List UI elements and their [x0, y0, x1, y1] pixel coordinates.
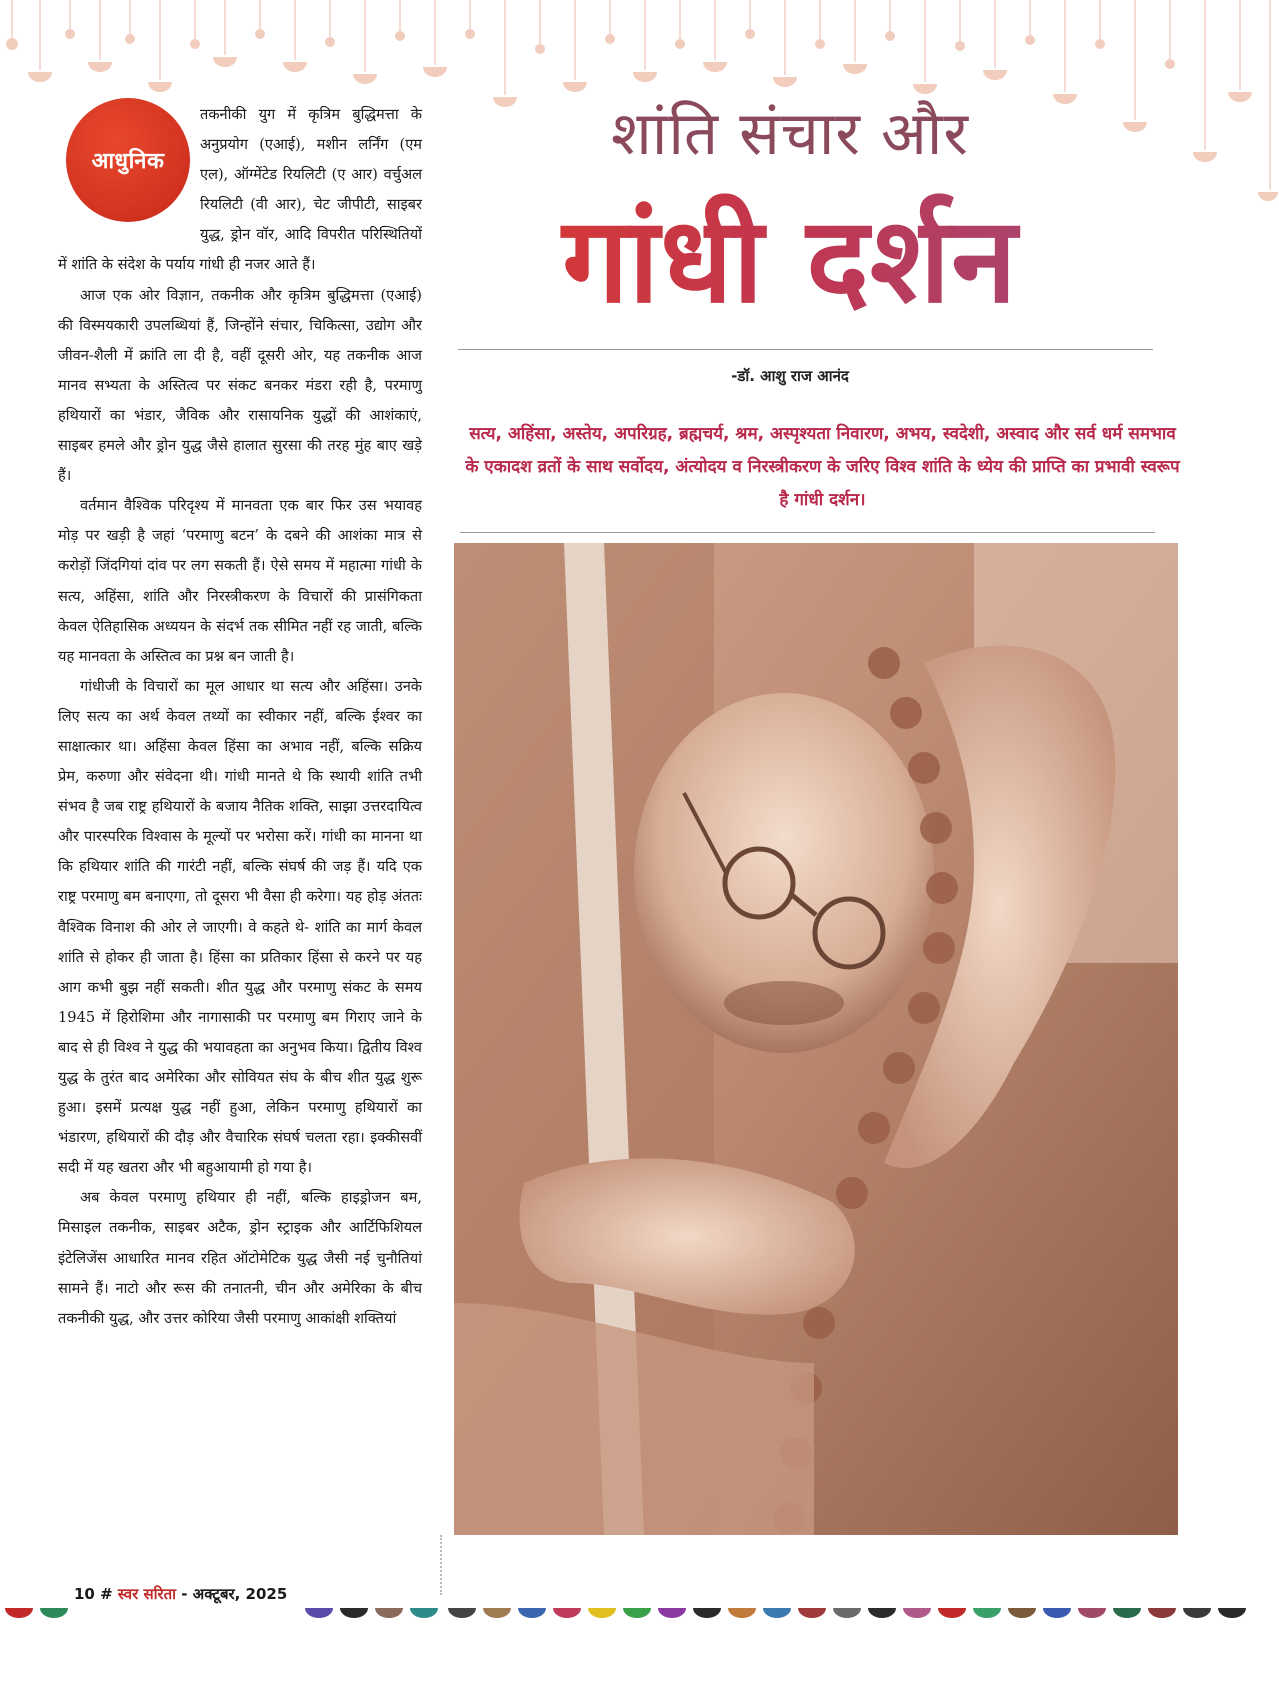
paragraph-1: तकनीकी युग में कृत्रिम बुद्धिमत्ता के अनुप्रयोग (एआई), मशीन लर्निंग (एम एल), ऑग्मेंटेड रियलिटी (ए आर) वर्चुअल रियलिटी (वी आर), चेट जीपीटी, साइबर युद्ध, ड्रोन वॉर, आदि विपरीत परिस्थितियों में शांति के संदेश के पर्याय गांधी ही नजर आते हैं।	[58, 106, 422, 274]
paragraph-3: वर्तमान वैश्विक परिदृश्य में मानवता एक बार फिर उस भयावह मोड़ पर खड़ी है जहां ‘परमाणु बटन’ के दबने की आशंका मात्र से करोड़ों जिंदगियां दांव पर लग सकती हैं। ऐसे समय में महात्मा गांधी के सत्य, अहिंसा, शांति और निरस्त्रीकरण के विचारों की प्रासंगिकता केवल ऐतिहासिक अध्ययन के संदर्भ तक सीमित नहीं रह जाती, बल्कि यह मानवता के अस्तित्व का प्रश्न बन जाती है।	[58, 497, 422, 665]
article-kicker-title: शांति संचार और	[611, 99, 969, 169]
page-number: 10	[74, 1585, 95, 1603]
article-body-left-column	[58, 100, 422, 1334]
portrait-illustration	[454, 543, 1178, 1535]
author-byline: -डॉ. आशु राज आनंद	[731, 367, 849, 385]
section-badge-label: आधुनिक	[91, 149, 165, 174]
magazine-name: स्वर सरिता	[117, 1585, 177, 1603]
summary-divider	[460, 532, 1155, 533]
page-footer-label	[74, 1584, 287, 1604]
article-summary: सत्य, अहिंसा, अस्तेय, अपरिग्रह, ब्रह्मचर्य, श्रम, अस्पृश्यता निवारण, अभय, स्वदेशी, अस्वाद और सर्व धर्म समभाव के एकादश व्रतों के साथ सर्वोदय, अंत्योदय व निरस्त्रीकरण के जरिए विश्व शांति के ध्येय की प्राप्ति का प्रभावी स्वरूप है गांधी दर्शन।	[465, 424, 1180, 510]
badge-wrap-space	[58, 100, 196, 227]
gandhi-portrait-photo	[454, 543, 1178, 1535]
issue-date: - अक्टूबर, 2025	[181, 1585, 288, 1603]
paragraph-4: गांधीजी के विचारों का मूल आधार था सत्य और अहिंसा। उनके लिए सत्य का अर्थ केवल तथ्यों का स्वीकार नहीं, बल्कि ईश्वर का साक्षात्कार था। अहिंसा केवल हिंसा का अभाव नहीं, बल्कि सक्रिय प्रेम, करुणा और संवेदना थी। गांधी मानते थे कि स्थायी शांति तभी संभव है जब राष्ट्र हथियारों के बजाय नैतिक शक्ति, साझा उत्तरदायित्व और पारस्परिक विश्वास के मूल्यों पर भरोसा करें। गांधी का मानना था कि हथियार शांति की गारंटी नहीं, बल्कि संघर्ष की जड़ हैं। यदि एक राष्ट्र परमाणु बम बनाएगा, तो दूसरा भी वैसा ही करेगा। यह होड़ अंततः वैश्विक विनाश की ओर ले जाएगी। वे कहते थे- शांति का मार्ग केवल शांति से होकर ही जाता है। हिंसा का प्रतिकार हिंसा से करने पर यह आग कभी बुझ नहीं सकती। शीत युद्ध और परमाणु संकट के समय 1945 में हिरोशिमा और नागासाकी पर परमाणु बम गिराए जाने के बाद से ही विश्व ने युद्ध की भयावहता का अनुभव किया। द्वितीय विश्व युद्ध के तुरंत बाद अमेरिका और सोवियत संघ के बीच शीत युद्ध शुरू हुआ। इसमें प्रत्यक्ष युद्ध नहीं हुआ, लेकिन परमाणु हथियारों का भंडारण, हथियारों की दौड़ और वैचारिक संघर्ष चलता रहा। इक्कीसवीं सदी में यह खतरा और भी बहुआयामी हो गया है।	[58, 677, 422, 1177]
article-main-title: गांधी दर्शन	[440, 190, 1140, 330]
paragraph-2: आज एक ओर विज्ञान, तकनीक और कृत्रिम बुद्धिमत्ता (एआई) की विस्मयकारी उपलब्धियां हैं, जिन्होंने संचार, चिकित्सा, उद्योग और जीवन-शैली में क्रांति ला दी है, वहीं दूसरी ओर, यह तकनीक आज मानव सभ्यता के अस्तित्व पर संकट बनकर मंडरा रही है, परमाणु हथियारों का भंडार, जैविक और रासायनिक युद्धों की आशंकाएं, साइबर हमले और ड्रोन युद्ध जैसे हालात सुरसा की तरह मुंह बाए खड़े हैं।	[58, 286, 422, 485]
paragraph-5: अब केवल परमाणु हथियार ही नहीं, बल्कि हाइड्रोजन बम, मिसाइल तकनीक, साइबर अटैक, ड्रोन स्ट्राइक और आर्टिफिशियल इंटेलिजेंस आधारित मानव रहित ऑटोमेटिक युद्ध जैसी नई चुनौतियां सामने हैं। नाटो और रूस की तनातनी, चीन और अमेरिका के बीच तकनीकी युद्ध, और उत्तर कोरिया जैसी परमाणु आकांक्षी शक्तियां	[58, 1189, 422, 1327]
footer-separator: #	[100, 1585, 113, 1603]
title-divider	[458, 349, 1153, 350]
